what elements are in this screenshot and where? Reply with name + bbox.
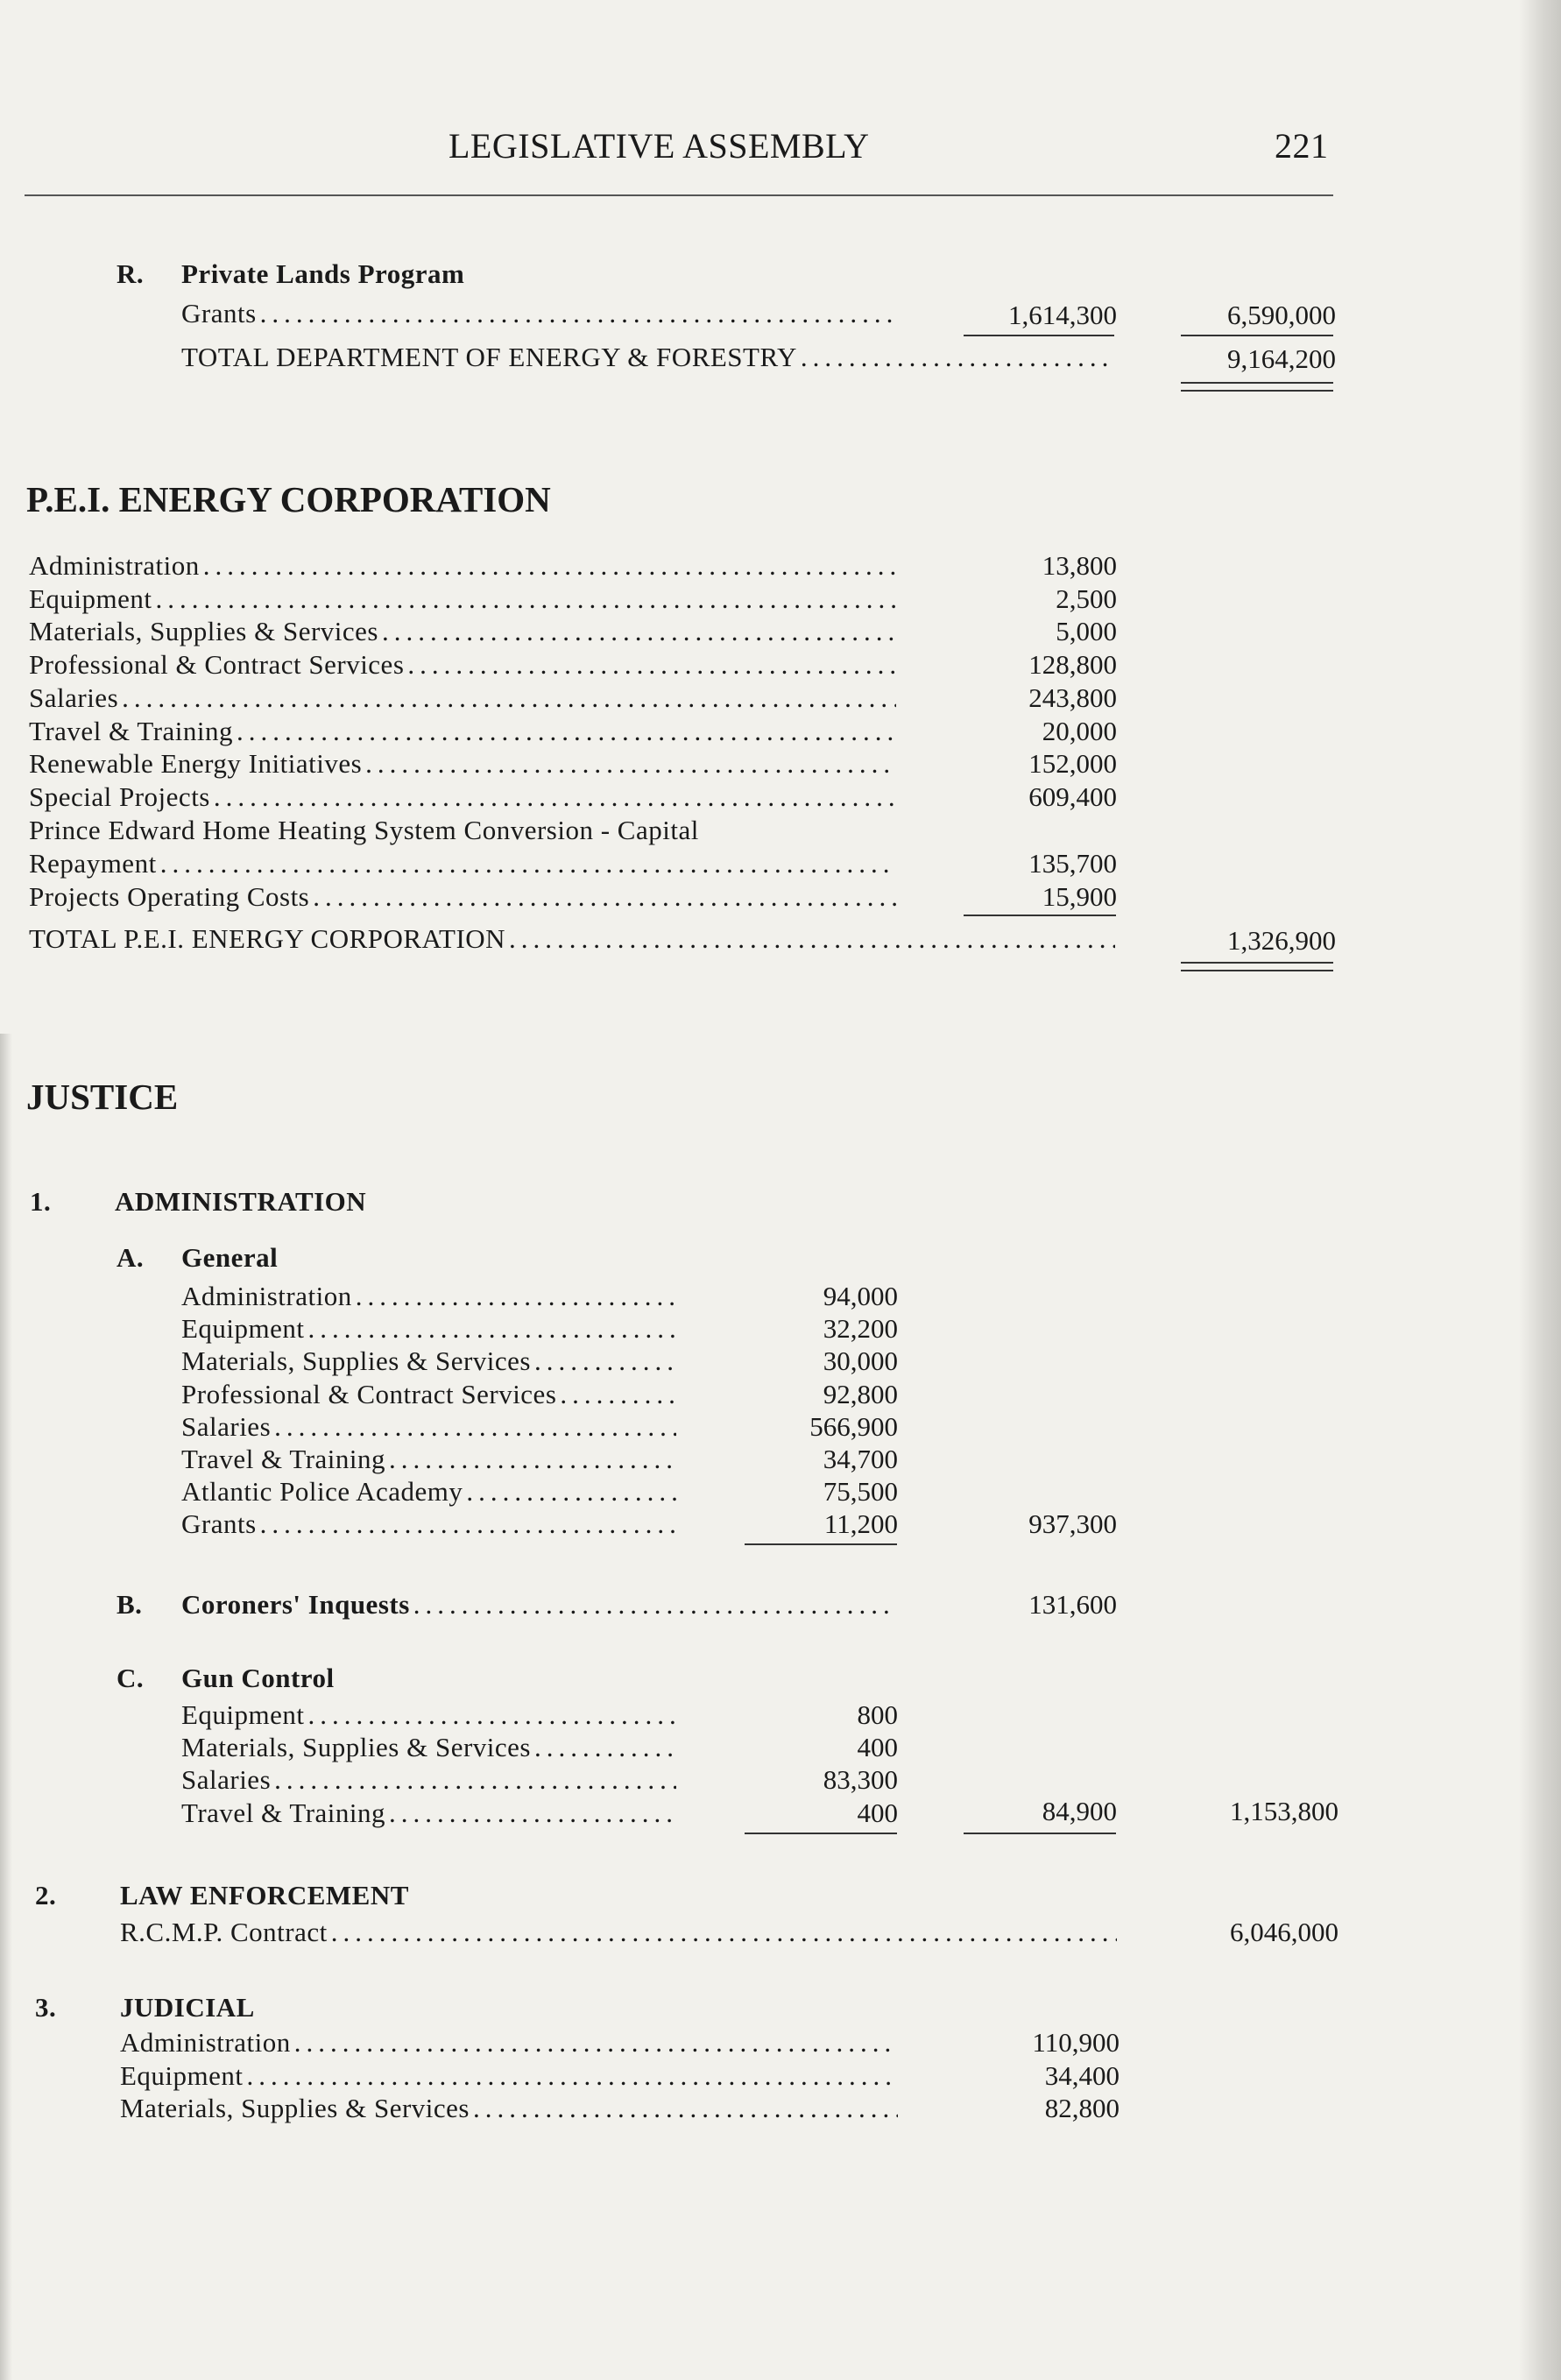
general-item-label: Administration bbox=[181, 1281, 352, 1311]
pei-item-label: Equipment bbox=[29, 583, 152, 614]
general-item-value: 11,200 bbox=[823, 1508, 898, 1540]
dept-total-value: 9,164,200 bbox=[1227, 343, 1336, 374]
general-underline bbox=[745, 1543, 897, 1545]
header-rule bbox=[25, 194, 1333, 196]
gun-item-row bbox=[181, 1797, 676, 1830]
pei-total-row bbox=[29, 923, 1115, 956]
pei-item-label: Materials, Supplies & Services bbox=[29, 616, 378, 647]
pei-heating-row bbox=[29, 848, 896, 880]
rcmp-value: 6,046,000 bbox=[1230, 1917, 1339, 1947]
judicial-item-label: Administration bbox=[120, 2027, 291, 2058]
judicial-item-value: 110,900 bbox=[1032, 2027, 1120, 2058]
judicial-title: JUDICIAL bbox=[120, 1992, 255, 2023]
pei-item-row bbox=[29, 748, 896, 780]
general-item-label: Professional & Contract Services bbox=[181, 1378, 557, 1409]
justice-heading: JUSTICE bbox=[26, 1077, 179, 1117]
pei-projects-row bbox=[29, 881, 896, 914]
general-item-label: Travel & Training bbox=[181, 1444, 386, 1474]
gun-item-label: Materials, Supplies & Services bbox=[181, 1732, 531, 1763]
pei-total-double-1 bbox=[1181, 962, 1333, 964]
page-number: 221 bbox=[1275, 126, 1329, 166]
gun-item-row bbox=[181, 1699, 676, 1732]
gun-item-value: 400 bbox=[857, 1732, 898, 1763]
pei-item-label: Salaries bbox=[29, 682, 119, 713]
pei-underline bbox=[964, 915, 1116, 916]
gun-title: Gun Control bbox=[181, 1663, 335, 1693]
judicial-item-label: Equipment bbox=[120, 2059, 244, 2091]
pei-item-value: 243,800 bbox=[1028, 682, 1117, 713]
judicial-item-row bbox=[120, 2093, 898, 2125]
general-item-row bbox=[181, 1476, 676, 1508]
general-item-label: Grants bbox=[181, 1508, 257, 1540]
general-item-row bbox=[181, 1281, 676, 1313]
general-item-value: 92,800 bbox=[823, 1378, 898, 1409]
rcmp-label: R.C.M.P. Contract bbox=[120, 1917, 328, 1947]
page-binding-shadow bbox=[0, 1034, 12, 2380]
pei-item-value: 13,800 bbox=[1042, 550, 1117, 581]
pei-item-value: 128,800 bbox=[1028, 649, 1117, 681]
pei-heading: P.E.I. ENERGY CORPORATION bbox=[26, 479, 551, 519]
pei-item-row bbox=[29, 649, 896, 682]
section-r-underline bbox=[964, 335, 1114, 336]
general-item-value: 566,900 bbox=[809, 1410, 898, 1442]
general-item-value: 34,700 bbox=[823, 1444, 898, 1474]
section-r-grants-value: 1,614,300 bbox=[1008, 300, 1117, 330]
pei-item-row bbox=[29, 682, 896, 715]
pei-projects-label: Projects Operating Costs bbox=[29, 881, 310, 912]
pei-item-label: Travel & Training bbox=[29, 715, 234, 746]
coroners-row bbox=[181, 1589, 895, 1621]
gun-item-value: 83,300 bbox=[823, 1764, 898, 1796]
coroners-title: Coroners' Inquests bbox=[181, 1589, 410, 1620]
judicial-item-row bbox=[120, 2060, 898, 2093]
pei-total-label: TOTAL P.E.I. ENERGY CORPORATION bbox=[29, 923, 506, 954]
general-subtotal: 937,300 bbox=[1028, 1508, 1117, 1539]
pei-item-row bbox=[29, 616, 896, 648]
gun-letter: C. bbox=[117, 1663, 145, 1693]
section-r-letter: R. bbox=[117, 258, 145, 289]
general-item-value: 94,000 bbox=[823, 1281, 898, 1311]
pei-item-value: 152,000 bbox=[1028, 748, 1117, 780]
pei-heating-label-1: Prince Edward Home Heating System Conversion - Capital bbox=[29, 815, 699, 845]
pei-item-row bbox=[29, 781, 896, 814]
general-item-value: 75,500 bbox=[823, 1476, 898, 1508]
law-title: LAW ENFORCEMENT bbox=[120, 1880, 409, 1910]
section-r-grants-label: Grants bbox=[181, 298, 257, 328]
pei-item-row bbox=[29, 716, 896, 748]
general-item-label: Equipment bbox=[181, 1313, 305, 1345]
general-item-row bbox=[181, 1313, 676, 1345]
pei-item-value: 2,500 bbox=[1056, 583, 1117, 614]
admin-underline bbox=[964, 1833, 1116, 1834]
dept-total-label: TOTAL DEPARTMENT OF ENERGY & FORESTRY bbox=[181, 342, 797, 372]
gun-item-value: 800 bbox=[857, 1699, 898, 1730]
gun-item-label: Salaries bbox=[181, 1764, 272, 1796]
gun-item-label: Travel & Training bbox=[181, 1797, 386, 1828]
general-item-row bbox=[181, 1508, 676, 1541]
pei-heating-value: 135,700 bbox=[1028, 848, 1117, 879]
coroners-letter: B. bbox=[117, 1589, 143, 1620]
gun-item-row bbox=[181, 1732, 676, 1764]
dept-total-double-2 bbox=[1181, 390, 1333, 392]
pei-item-label: Administration bbox=[29, 550, 200, 581]
general-item-value: 30,000 bbox=[823, 1345, 898, 1377]
gun-subtotal: 84,900 bbox=[1042, 1796, 1117, 1826]
judicial-number: 3. bbox=[35, 1992, 57, 2023]
pei-total-double-2 bbox=[1181, 970, 1333, 971]
general-letter: A. bbox=[117, 1242, 145, 1273]
gun-item-value: 400 bbox=[857, 1797, 898, 1828]
section-r-title: Private Lands Program bbox=[181, 258, 465, 289]
law-number: 2. bbox=[35, 1880, 57, 1910]
pei-item-row bbox=[29, 583, 896, 616]
admin-number: 1. bbox=[30, 1186, 52, 1217]
general-item-row bbox=[181, 1379, 676, 1411]
section-r-grants-total: 6,590,000 bbox=[1227, 300, 1336, 330]
pei-item-label: Special Projects bbox=[29, 780, 210, 812]
section-r-total-underline bbox=[1181, 335, 1333, 336]
gun-item-row bbox=[181, 1764, 676, 1797]
pei-item-value: 5,000 bbox=[1056, 616, 1117, 647]
general-item-row bbox=[181, 1411, 676, 1444]
pei-projects-value: 15,900 bbox=[1042, 881, 1117, 912]
dept-total-row bbox=[181, 342, 1114, 374]
section-r-grants-row bbox=[181, 298, 895, 330]
general-item-value: 32,200 bbox=[823, 1313, 898, 1345]
judicial-item-value: 82,800 bbox=[1044, 2093, 1120, 2123]
coroners-value: 131,600 bbox=[1028, 1589, 1117, 1620]
admin-total: 1,153,800 bbox=[1230, 1796, 1339, 1826]
page-edge-shadow bbox=[1519, 0, 1561, 2380]
rcmp-row bbox=[120, 1917, 1117, 1949]
general-item-row bbox=[181, 1444, 676, 1476]
general-item-label: Salaries bbox=[181, 1410, 272, 1442]
page-header-title: LEGISLATIVE ASSEMBLY bbox=[449, 126, 870, 166]
judicial-item-row bbox=[120, 2027, 898, 2059]
pei-item-label: Professional & Contract Services bbox=[29, 649, 405, 681]
admin-title: ADMINISTRATION bbox=[115, 1186, 367, 1217]
general-item-label: Atlantic Police Academy bbox=[181, 1476, 463, 1508]
judicial-item-value: 34,400 bbox=[1044, 2059, 1120, 2091]
general-item-row bbox=[181, 1345, 676, 1378]
pei-item-value: 20,000 bbox=[1042, 715, 1117, 746]
gun-item-label: Equipment bbox=[181, 1699, 305, 1730]
judicial-item-label: Materials, Supplies & Services bbox=[120, 2093, 470, 2123]
gun-underline bbox=[745, 1833, 897, 1834]
dept-total-double-1 bbox=[1181, 382, 1333, 384]
pei-item-label: Renewable Energy Initiatives bbox=[29, 748, 363, 780]
pei-item-row bbox=[29, 550, 896, 583]
pei-total-value: 1,326,900 bbox=[1227, 925, 1336, 956]
pei-item-value: 609,400 bbox=[1028, 780, 1117, 812]
pei-heating-label-2: Repayment bbox=[29, 848, 157, 879]
general-item-label: Materials, Supplies & Services bbox=[181, 1345, 531, 1377]
general-title: General bbox=[181, 1242, 279, 1273]
